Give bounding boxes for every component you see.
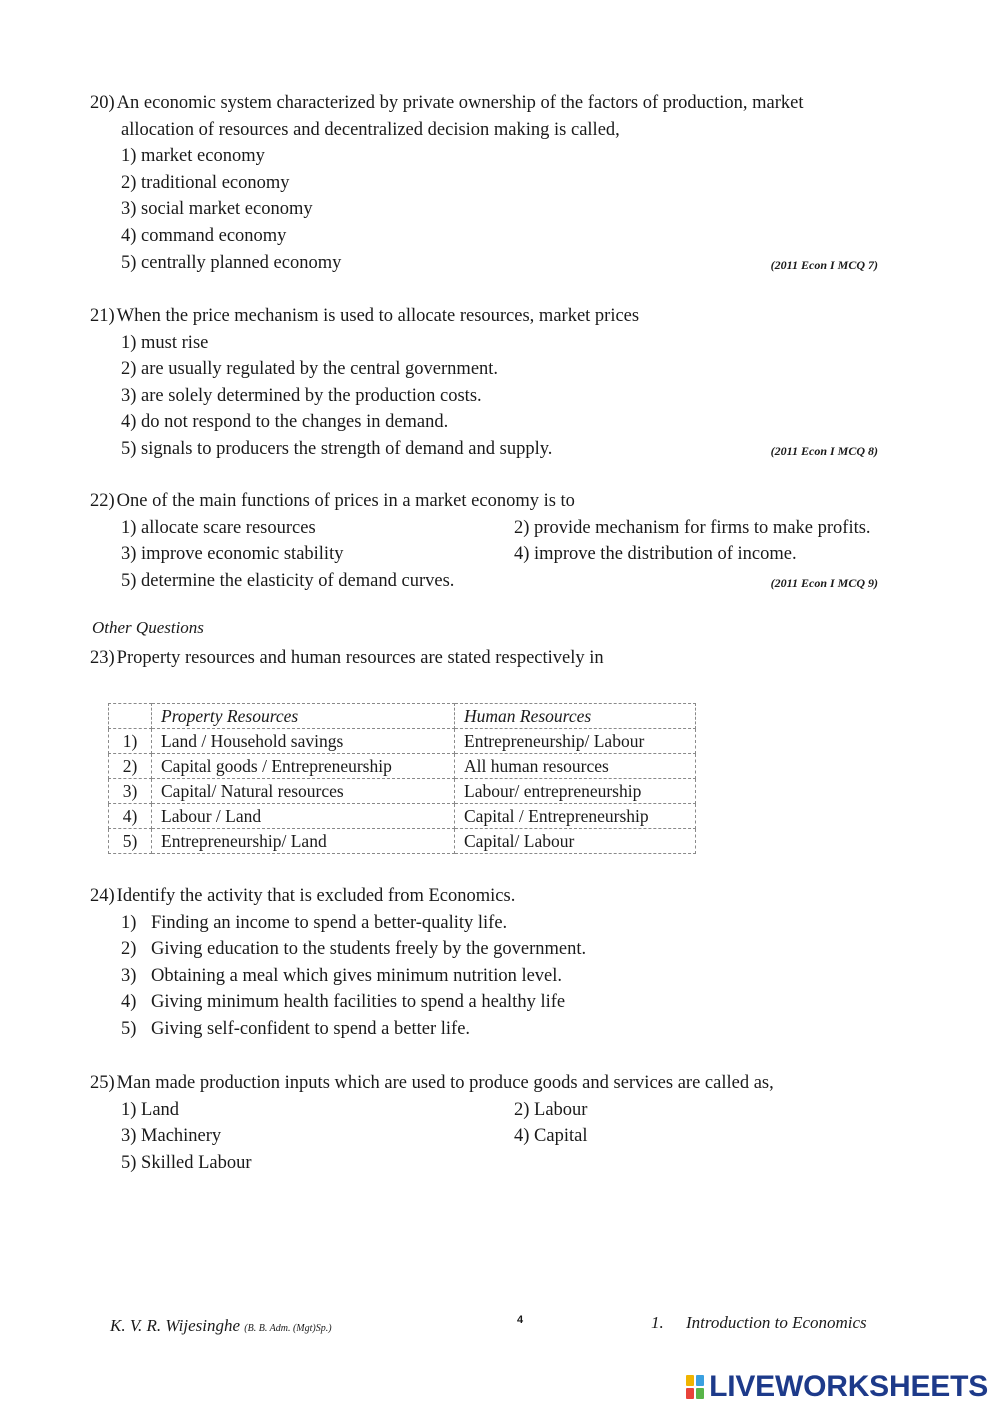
table-cell: Capital / Entrepreneurship <box>455 804 696 829</box>
table-cell: All human resources <box>455 754 696 779</box>
question-24 <box>90 883 920 1043</box>
question-text: Man made production inputs which are used to produce goods and services are called as, <box>116 1073 774 1093</box>
question-23-stem <box>90 645 920 672</box>
liveworksheets-logo[interactable] <box>685 1370 988 1404</box>
table-cell: Capital/ Labour <box>455 829 696 854</box>
chapter-number: 1. <box>651 1313 664 1332</box>
question-23 <box>90 645 920 672</box>
question-number: 20) <box>90 93 115 113</box>
option-number: 4) <box>121 992 137 1013</box>
table-cell: Entrepreneurship/ Land <box>152 829 455 854</box>
option-5[interactable]: 5) determine the elasticity of demand curves. <box>121 570 455 591</box>
option-3[interactable]: 3) improve economic stability <box>121 544 344 565</box>
option-2[interactable]: 2) are usually regulated by the central government. <box>121 359 499 380</box>
page-number: 4 <box>517 1314 524 1326</box>
option-2[interactable]: 2) traditional economy <box>121 172 290 193</box>
option-5[interactable] <box>90 1016 920 1043</box>
table-row[interactable] <box>109 729 696 754</box>
question-25 <box>90 1070 920 1176</box>
question-text: Property resources and human resources are stated respectively in <box>116 648 604 668</box>
option-1[interactable]: 1) market economy <box>121 146 265 167</box>
question-text: When the price mechanism is used to allocate resources, market prices <box>116 306 640 326</box>
question-20-stem <box>90 90 920 117</box>
option-text: Finding an income to spend a better-quality life. <box>151 912 508 933</box>
table-cell: 4) <box>109 804 152 829</box>
footer-chapter <box>651 1313 867 1333</box>
option-text: Giving education to the students freely by the government. <box>151 939 587 960</box>
option-number: 1) <box>121 912 137 933</box>
question-text-continued: allocation of resources and decentralized decision making is called, <box>121 119 620 140</box>
table-row[interactable] <box>109 779 696 804</box>
option-5[interactable]: 5) signals to producers the strength of demand and supply. <box>121 438 553 459</box>
source-reference: (2011 Econ I MCQ 8) <box>770 443 878 458</box>
table-cell: Land / Household savings <box>152 729 455 754</box>
table-cell: 1) <box>109 729 152 754</box>
logo-square-icon <box>696 1388 704 1399</box>
question-number: 21) <box>90 306 115 326</box>
option-1[interactable] <box>90 910 920 937</box>
question-text: One of the main functions of prices in a market economy is to <box>116 491 575 511</box>
option-text: Giving minimum health facilities to spend a healthy life <box>151 992 566 1013</box>
option-row-3 <box>90 568 920 595</box>
option-number: 5) <box>121 1018 137 1039</box>
author-name: K. V. R. Wijesinghe <box>110 1316 241 1335</box>
question-number: 24) <box>90 886 115 906</box>
question-number: 23) <box>90 648 115 668</box>
table-header-row <box>109 704 696 729</box>
question-22 <box>90 488 920 594</box>
option-4[interactable]: 4) Capital <box>514 1126 588 1147</box>
table-cell: Entrepreneurship/ Labour <box>455 729 696 754</box>
option-number: 2) <box>121 939 137 960</box>
source-reference: (2011 Econ I MCQ 9) <box>770 575 878 590</box>
option-row-1 <box>90 515 920 542</box>
table-header-cell: Human Resources <box>455 704 696 729</box>
question-25-stem <box>90 1070 920 1097</box>
table-cell: Capital/ Natural resources <box>152 779 455 804</box>
table-row[interactable] <box>109 754 696 779</box>
option-number: 3) <box>121 965 137 986</box>
option-5[interactable]: 5) centrally planned economy <box>121 252 342 273</box>
option-2[interactable]: 2) Labour <box>514 1099 588 1120</box>
question-number: 22) <box>90 491 115 511</box>
table-cell: Capital goods / Entrepreneurship <box>152 754 455 779</box>
option-2[interactable]: 2) provide mechanism for firms to make profits. <box>514 517 871 538</box>
question-22-stem <box>90 488 920 515</box>
table-cell: 5) <box>109 829 152 854</box>
logo-square-icon <box>686 1388 694 1399</box>
table-cell: 3) <box>109 779 152 804</box>
table-cell: Labour / Land <box>152 804 455 829</box>
section-title: Other Questions <box>92 618 204 637</box>
option-row-1 <box>90 1097 920 1124</box>
table-row[interactable] <box>109 804 696 829</box>
option-text: Obtaining a meal which gives minimum nutrition level. <box>151 965 563 986</box>
liveworksheets-icon <box>685 1374 705 1400</box>
option-4[interactable] <box>90 989 920 1016</box>
question-24-stem <box>90 883 920 910</box>
option-3[interactable] <box>90 963 920 990</box>
question-21-stem <box>90 303 920 330</box>
option-5[interactable]: 5) Skilled Labour <box>121 1152 252 1173</box>
table-cell: Labour/ entrepreneurship <box>455 779 696 804</box>
option-1[interactable]: 1) must rise <box>121 332 209 353</box>
question-number: 25) <box>90 1073 115 1093</box>
brand-text: LIVEWORKSHEETS <box>709 1370 988 1403</box>
table-header-cell <box>109 704 152 729</box>
option-row-2 <box>90 1123 920 1150</box>
logo-square-icon <box>686 1375 694 1386</box>
option-2[interactable] <box>90 936 920 963</box>
logo-square-icon <box>696 1375 704 1386</box>
option-3[interactable]: 3) Machinery <box>121 1126 222 1147</box>
option-4[interactable]: 4) do not respond to the changes in demand. <box>121 412 449 433</box>
option-4[interactable]: 4) command economy <box>121 225 287 246</box>
table-header-cell: Property Resources <box>152 704 455 729</box>
option-row-2 <box>90 541 920 568</box>
option-1[interactable]: 1) Land <box>121 1099 180 1120</box>
option-5-row <box>90 250 920 277</box>
option-4[interactable]: 4) improve the distribution of income. <box>514 544 797 565</box>
table-row[interactable] <box>109 829 696 854</box>
question-text: An economic system characterized by private ownership of the factors of production, market <box>116 93 804 113</box>
question-text: Identify the activity that is excluded from Economics. <box>116 886 516 906</box>
question-21 <box>90 303 920 463</box>
chapter-title: Introduction to Economics <box>686 1313 867 1332</box>
author-credentials: (B. B. Adm. (Mgt)Sp.) <box>244 1323 332 1334</box>
option-3[interactable]: 3) are solely determined by the production costs. <box>121 385 482 406</box>
option-5-row <box>90 436 920 463</box>
resources-table <box>108 703 696 854</box>
option-1[interactable]: 1) allocate scare resources <box>121 517 316 538</box>
question-20 <box>90 90 920 276</box>
table-cell: 2) <box>109 754 152 779</box>
source-reference: (2011 Econ I MCQ 7) <box>770 257 878 272</box>
option-3[interactable]: 3) social market economy <box>121 199 313 220</box>
option-text: Giving self-confident to spend a better life. <box>151 1018 471 1039</box>
footer-author <box>110 1316 332 1336</box>
